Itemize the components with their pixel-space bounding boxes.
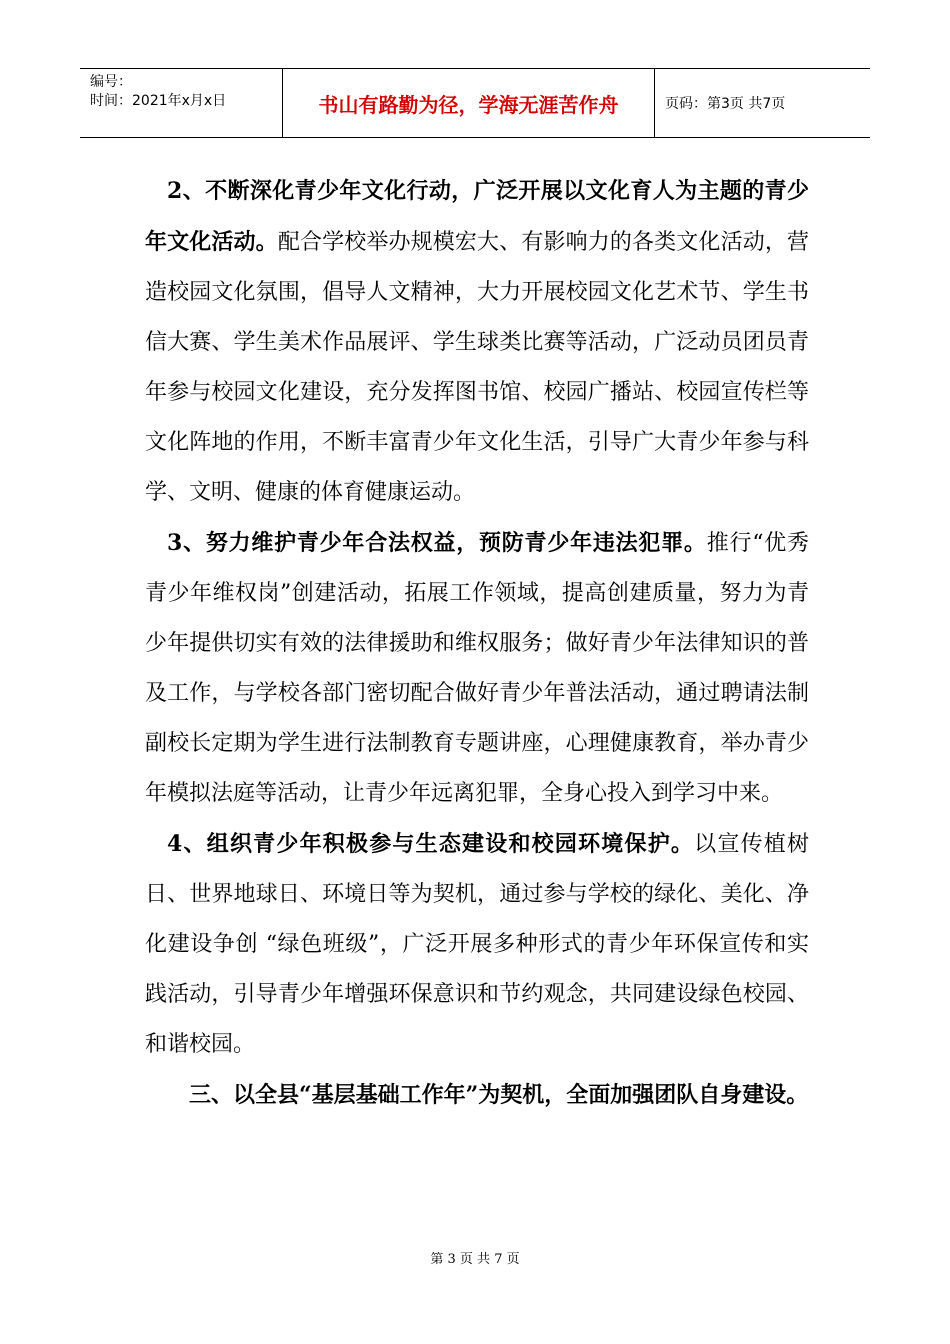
paragraph-item-3 [145,518,809,819]
header-time-label: 时间：2021年x月x日 [90,93,227,109]
paragraph-item-4 [145,819,809,1070]
paragraph-text: 推行“优秀青少年维权岗”创建活动，拓展工作领域，提高创建质量，努力为青少年提供切实有效的法律援助和维权服务；做好青少年法律知识的普及工作，与学校各部门密切配合做好青少年普法活动，通过聘请法制副校长定期为学生进行法制教育专题讲座，心理健康教育，举办青少年模拟法庭等活动，让青少年远离犯罪，全身心投入到学习中来。 [145,531,809,806]
section-heading: 三、以全县“基层基础工作年”为契机，全面加强团队自身建设。 [189,1082,809,1108]
paragraph-heading: 4、组织青少年积极参与生态建设和校园环境保护。 [167,831,695,857]
header-page-info: 页码：第3页 共7页 [665,96,786,112]
header-meta [80,69,282,137]
header-motto: 书山有路勤为径，学海无涯苦作舟 [282,69,655,137]
paragraph-heading: 2、不断深化青少年文化行动，广泛开展以文化育人为主题的青少年文化活动。 [145,178,809,255]
paragraph-text: 配合学校举办规模宏大、有影响力的各类文化活动，营造校园文化氛围，倡导人文精神，大力开展校园文化艺术节、学生书信大赛、学生美术作品展评、学生球类比赛等活动，广泛动员团员青年参与校园文化建设，充分发挥图书馆、校园广播站、校园宣传栏等文化阵地的作用，不断丰富青少年文化生活，引导广大青少年参与科学、文明、健康的体育健康运动。 [145,230,809,505]
header-number-label: 编号： [90,74,132,90]
paragraph-text: 以宣传植树日、世界地球日、环境日等为契机，通过参与学校的绿化、美化、净化建设争创 “绿色班级”，广泛开展多种形式的青少年环保宣传和实践活动，引导青少年增强环保意识和节约观念，共同建设绿色校园、和谐校园。 [145,832,809,1057]
page-header [80,68,870,138]
paragraph-item-2 [145,166,809,518]
document-body [145,166,809,1120]
page-footer: 第 3 页 共 7 页 [430,1252,520,1267]
paragraph-heading: 3、努力维护青少年合法权益，预防青少年违法犯罪。 [167,530,707,556]
